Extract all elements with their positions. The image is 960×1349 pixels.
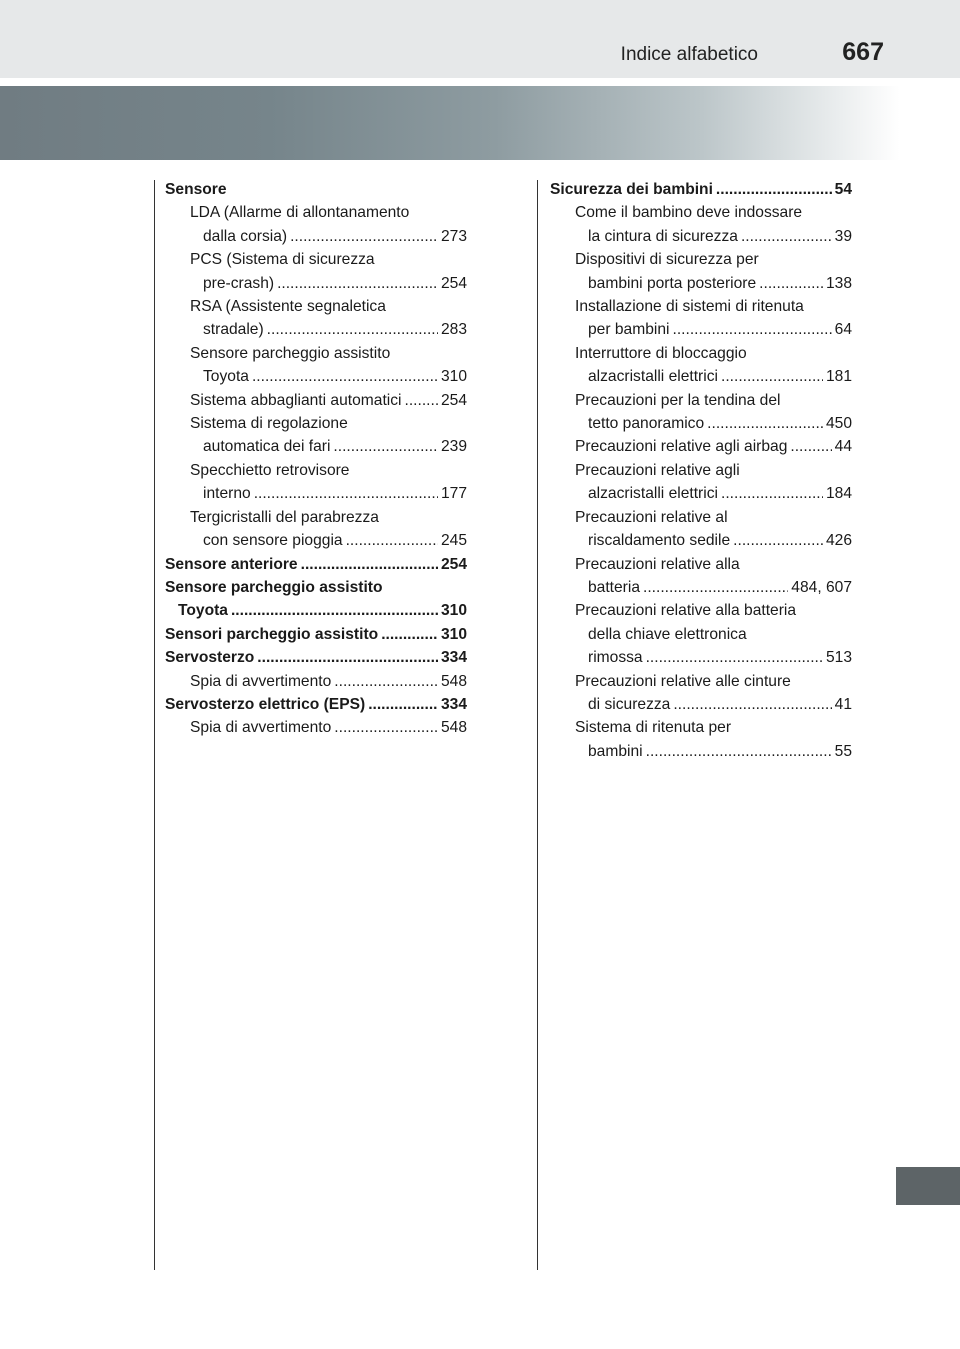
page-reference: 39 — [834, 227, 852, 245]
index-term: con sensore pioggia — [203, 532, 343, 550]
dot-leader — [257, 646, 438, 669]
dot-leader — [672, 318, 831, 341]
index-entry-line — [575, 318, 852, 341]
page-reference: 283 — [440, 321, 467, 339]
dot-leader — [707, 412, 823, 435]
index-entry-line — [575, 201, 852, 224]
index-entry — [165, 506, 467, 553]
index-entry-line — [575, 623, 852, 646]
index-entry-line — [575, 553, 852, 576]
index-entry — [165, 576, 467, 623]
index-term: Sensore parcheggio assistito — [190, 344, 391, 362]
dot-leader — [721, 482, 823, 505]
page-reference: 245 — [440, 532, 467, 550]
index-entry — [550, 716, 852, 763]
index-entry-line — [575, 342, 852, 365]
index-term: alzacristalli elettrici — [588, 368, 718, 386]
page-reference: 181 — [825, 368, 852, 386]
index-term: riscaldamento sedile — [588, 532, 731, 550]
index-term: Precauzioni relative al — [575, 508, 728, 526]
index-term: Precauzioni relative agli airbag — [575, 438, 788, 456]
dot-leader — [252, 365, 438, 388]
index-entry — [550, 248, 852, 295]
dot-leader — [254, 482, 438, 505]
index-term: Servosterzo elettrico (EPS) — [165, 695, 366, 713]
index-entry — [550, 435, 852, 458]
index-entry-line — [190, 248, 467, 271]
page-reference: 426 — [825, 532, 852, 550]
page-reference: 273 — [440, 227, 467, 245]
index-term: per bambini — [588, 321, 670, 339]
dot-leader — [721, 365, 823, 388]
dot-leader — [290, 225, 438, 248]
column-rule-middle — [537, 180, 538, 1270]
index-entry-line — [575, 272, 852, 295]
index-entry — [550, 670, 852, 717]
dot-leader — [733, 529, 823, 552]
index-term: Sistema abbaglianti automatici — [190, 391, 402, 409]
dot-leader — [333, 435, 438, 458]
dot-leader — [405, 389, 438, 412]
index-term: automatica dei fari — [203, 438, 331, 456]
index-entry — [165, 553, 467, 576]
page-reference: 548 — [440, 719, 467, 737]
page-reference: 138 — [825, 274, 852, 292]
page-reference: 450 — [825, 415, 852, 433]
page-reference: 254 — [440, 555, 467, 573]
page-number: 667 — [842, 38, 884, 66]
page-reference: 254 — [440, 391, 467, 409]
index-term: Installazione di sistemi di ritenuta — [575, 298, 804, 316]
index-term: Precauzioni per la tendina del — [575, 391, 781, 409]
dot-leader — [334, 670, 438, 693]
index-term: Sistema di ritenuta per — [575, 719, 732, 737]
index-entry-line — [190, 459, 467, 482]
index-entry-line — [190, 412, 467, 435]
index-term: Precauzioni relative alla batteria — [575, 602, 797, 620]
index-term: dalla corsia) — [203, 227, 288, 245]
index-entry-line — [165, 623, 467, 646]
index-entry-line — [190, 318, 467, 341]
index-term: Specchietto retrovisore — [190, 461, 350, 479]
dot-leader — [643, 576, 788, 599]
dot-leader — [646, 646, 823, 669]
index-entry — [550, 342, 852, 389]
index-entry-line — [190, 482, 467, 505]
page-reference: 334 — [440, 649, 467, 667]
index-entry-line — [165, 646, 467, 669]
page-reference: 41 — [834, 695, 852, 713]
page-reference: 484, 607 — [791, 578, 852, 596]
page-reference: 310 — [440, 625, 467, 643]
index-term: RSA (Assistente segnaletica — [190, 298, 386, 316]
index-term: interno — [203, 485, 251, 503]
index-entry-line — [165, 693, 467, 716]
index-term: pre-crash) — [203, 274, 275, 292]
chapter-tab — [896, 1167, 960, 1205]
index-entry-line — [575, 599, 852, 622]
index-term: tetto panoramico — [588, 415, 705, 433]
index-entry-line — [575, 716, 852, 739]
dot-leader — [673, 693, 831, 716]
dot-leader — [790, 435, 831, 458]
index-term: Precauzioni relative alla — [575, 555, 740, 573]
index-entry — [165, 459, 467, 506]
index-entry — [165, 295, 467, 342]
index-entry-line — [575, 670, 852, 693]
index-entry-line — [190, 295, 467, 318]
index-entry-line — [190, 716, 467, 739]
index-entry-line — [575, 459, 852, 482]
page-reference: 44 — [834, 438, 852, 456]
index-entry-line — [575, 389, 852, 412]
index-entry — [165, 248, 467, 295]
index-entry — [550, 553, 852, 600]
index-entry — [550, 201, 852, 248]
index-entry — [550, 389, 852, 436]
index-entry-line — [575, 248, 852, 271]
column-rule-left — [154, 180, 155, 1270]
page-reference: 254 — [440, 274, 467, 292]
index-entry-line — [190, 670, 467, 693]
index-term: la cintura di sicurezza — [588, 227, 738, 245]
dot-leader — [346, 529, 438, 552]
index-term: Sistema di regolazione — [190, 415, 348, 433]
index-term: Dispositivi di sicurezza per — [575, 251, 759, 269]
index-term: Toyota — [203, 368, 249, 386]
index-column-left — [165, 178, 467, 740]
index-entry — [165, 623, 467, 646]
page-reference: 184 — [825, 485, 852, 503]
page-reference: 64 — [834, 321, 852, 339]
index-entry-line — [575, 412, 852, 435]
index-term: Precauzioni relative agli — [575, 461, 740, 479]
page-header-bar — [0, 0, 960, 78]
dot-leader — [277, 272, 438, 295]
page-reference: 548 — [440, 672, 467, 690]
index-entry — [165, 201, 467, 248]
dot-leader — [267, 318, 438, 341]
index-term: Come il bambino deve indossare — [575, 204, 803, 222]
index-entry-line — [190, 201, 467, 224]
dot-leader — [716, 178, 832, 201]
page-reference: 177 — [440, 485, 467, 503]
page-reference: 54 — [834, 181, 852, 198]
index-entry-line — [165, 178, 467, 201]
index-term: rimossa — [588, 649, 643, 667]
header-banner — [0, 86, 900, 160]
dot-leader — [368, 693, 438, 716]
index-term: batteria — [588, 578, 641, 596]
index-entry — [550, 178, 852, 201]
dot-leader — [334, 716, 438, 739]
index-term: Sensore parcheggio assistito — [165, 578, 383, 596]
index-entry-line — [575, 365, 852, 388]
dot-leader — [759, 272, 823, 295]
index-column-right — [550, 178, 852, 763]
index-entry-line — [575, 295, 852, 318]
index-entry — [550, 506, 852, 553]
index-entry-line — [190, 342, 467, 365]
index-entry — [165, 716, 467, 739]
dot-leader — [231, 599, 438, 622]
index-term: Sicurezza dei bambini — [550, 181, 713, 198]
index-entry-line — [575, 693, 852, 716]
index-term: bambini porta posteriore — [588, 274, 757, 292]
index-entry-line — [190, 529, 467, 552]
index-term: stradale) — [203, 321, 264, 339]
section-title: Indice alfabetico — [620, 44, 758, 65]
index-entry — [550, 599, 852, 669]
index-entry-line — [190, 365, 467, 388]
index-term: Tergicristalli del parabrezza — [190, 508, 379, 526]
index-entry — [550, 459, 852, 506]
index-term: Sensori parcheggio assistito — [165, 625, 379, 643]
dot-leader — [301, 553, 438, 576]
index-term: Precauzioni relative alle cinture — [575, 672, 791, 690]
index-term: Interruttore di bloccaggio — [575, 344, 747, 362]
index-term: LDA (Allarme di allontanamento — [190, 204, 410, 222]
index-entry-line — [190, 389, 467, 412]
index-term: di sicurezza — [588, 695, 671, 713]
index-term: Servosterzo — [165, 649, 255, 667]
index-entry-line — [575, 506, 852, 529]
index-entry-line — [190, 506, 467, 529]
page-reference: 55 — [834, 742, 852, 760]
index-entry-line — [575, 529, 852, 552]
index-entry — [165, 646, 467, 669]
index-entry-line — [190, 272, 467, 295]
index-term: Toyota — [178, 602, 228, 620]
page-reference: 513 — [825, 649, 852, 667]
index-entry-line — [575, 435, 852, 458]
page-reference: 310 — [440, 368, 467, 386]
index-entry — [165, 389, 467, 412]
index-entry — [165, 342, 467, 389]
page-reference: 334 — [440, 695, 467, 713]
index-entry-line — [575, 482, 852, 505]
index-term: bambini — [588, 742, 643, 760]
index-term: Sensore — [165, 181, 227, 198]
index-entry-line — [165, 553, 467, 576]
dot-leader — [741, 225, 832, 248]
index-term: Spia di avvertimento — [190, 672, 332, 690]
index-entry-line — [575, 225, 852, 248]
index-entry-line — [575, 740, 852, 763]
index-term: Spia di avvertimento — [190, 719, 332, 737]
index-term: alzacristalli elettrici — [588, 485, 718, 503]
index-entry — [165, 412, 467, 459]
page-reference: 310 — [440, 602, 467, 620]
index-entry-line — [165, 599, 467, 622]
index-entry-line — [575, 576, 852, 599]
index-term: PCS (Sistema di sicurezza — [190, 251, 375, 269]
index-entry-line — [575, 646, 852, 669]
index-entry-line — [190, 435, 467, 458]
index-entry-line — [165, 576, 467, 599]
index-entry-line — [190, 225, 467, 248]
index-entry — [165, 178, 467, 201]
index-entry-line — [550, 178, 852, 201]
index-entry — [165, 693, 467, 716]
index-term: della chiave elettronica — [588, 625, 747, 643]
dot-leader — [381, 623, 438, 646]
index-entry — [550, 295, 852, 342]
index-term: Sensore anteriore — [165, 555, 298, 573]
page-reference: 239 — [440, 438, 467, 456]
index-entry — [165, 670, 467, 693]
dot-leader — [646, 740, 832, 763]
